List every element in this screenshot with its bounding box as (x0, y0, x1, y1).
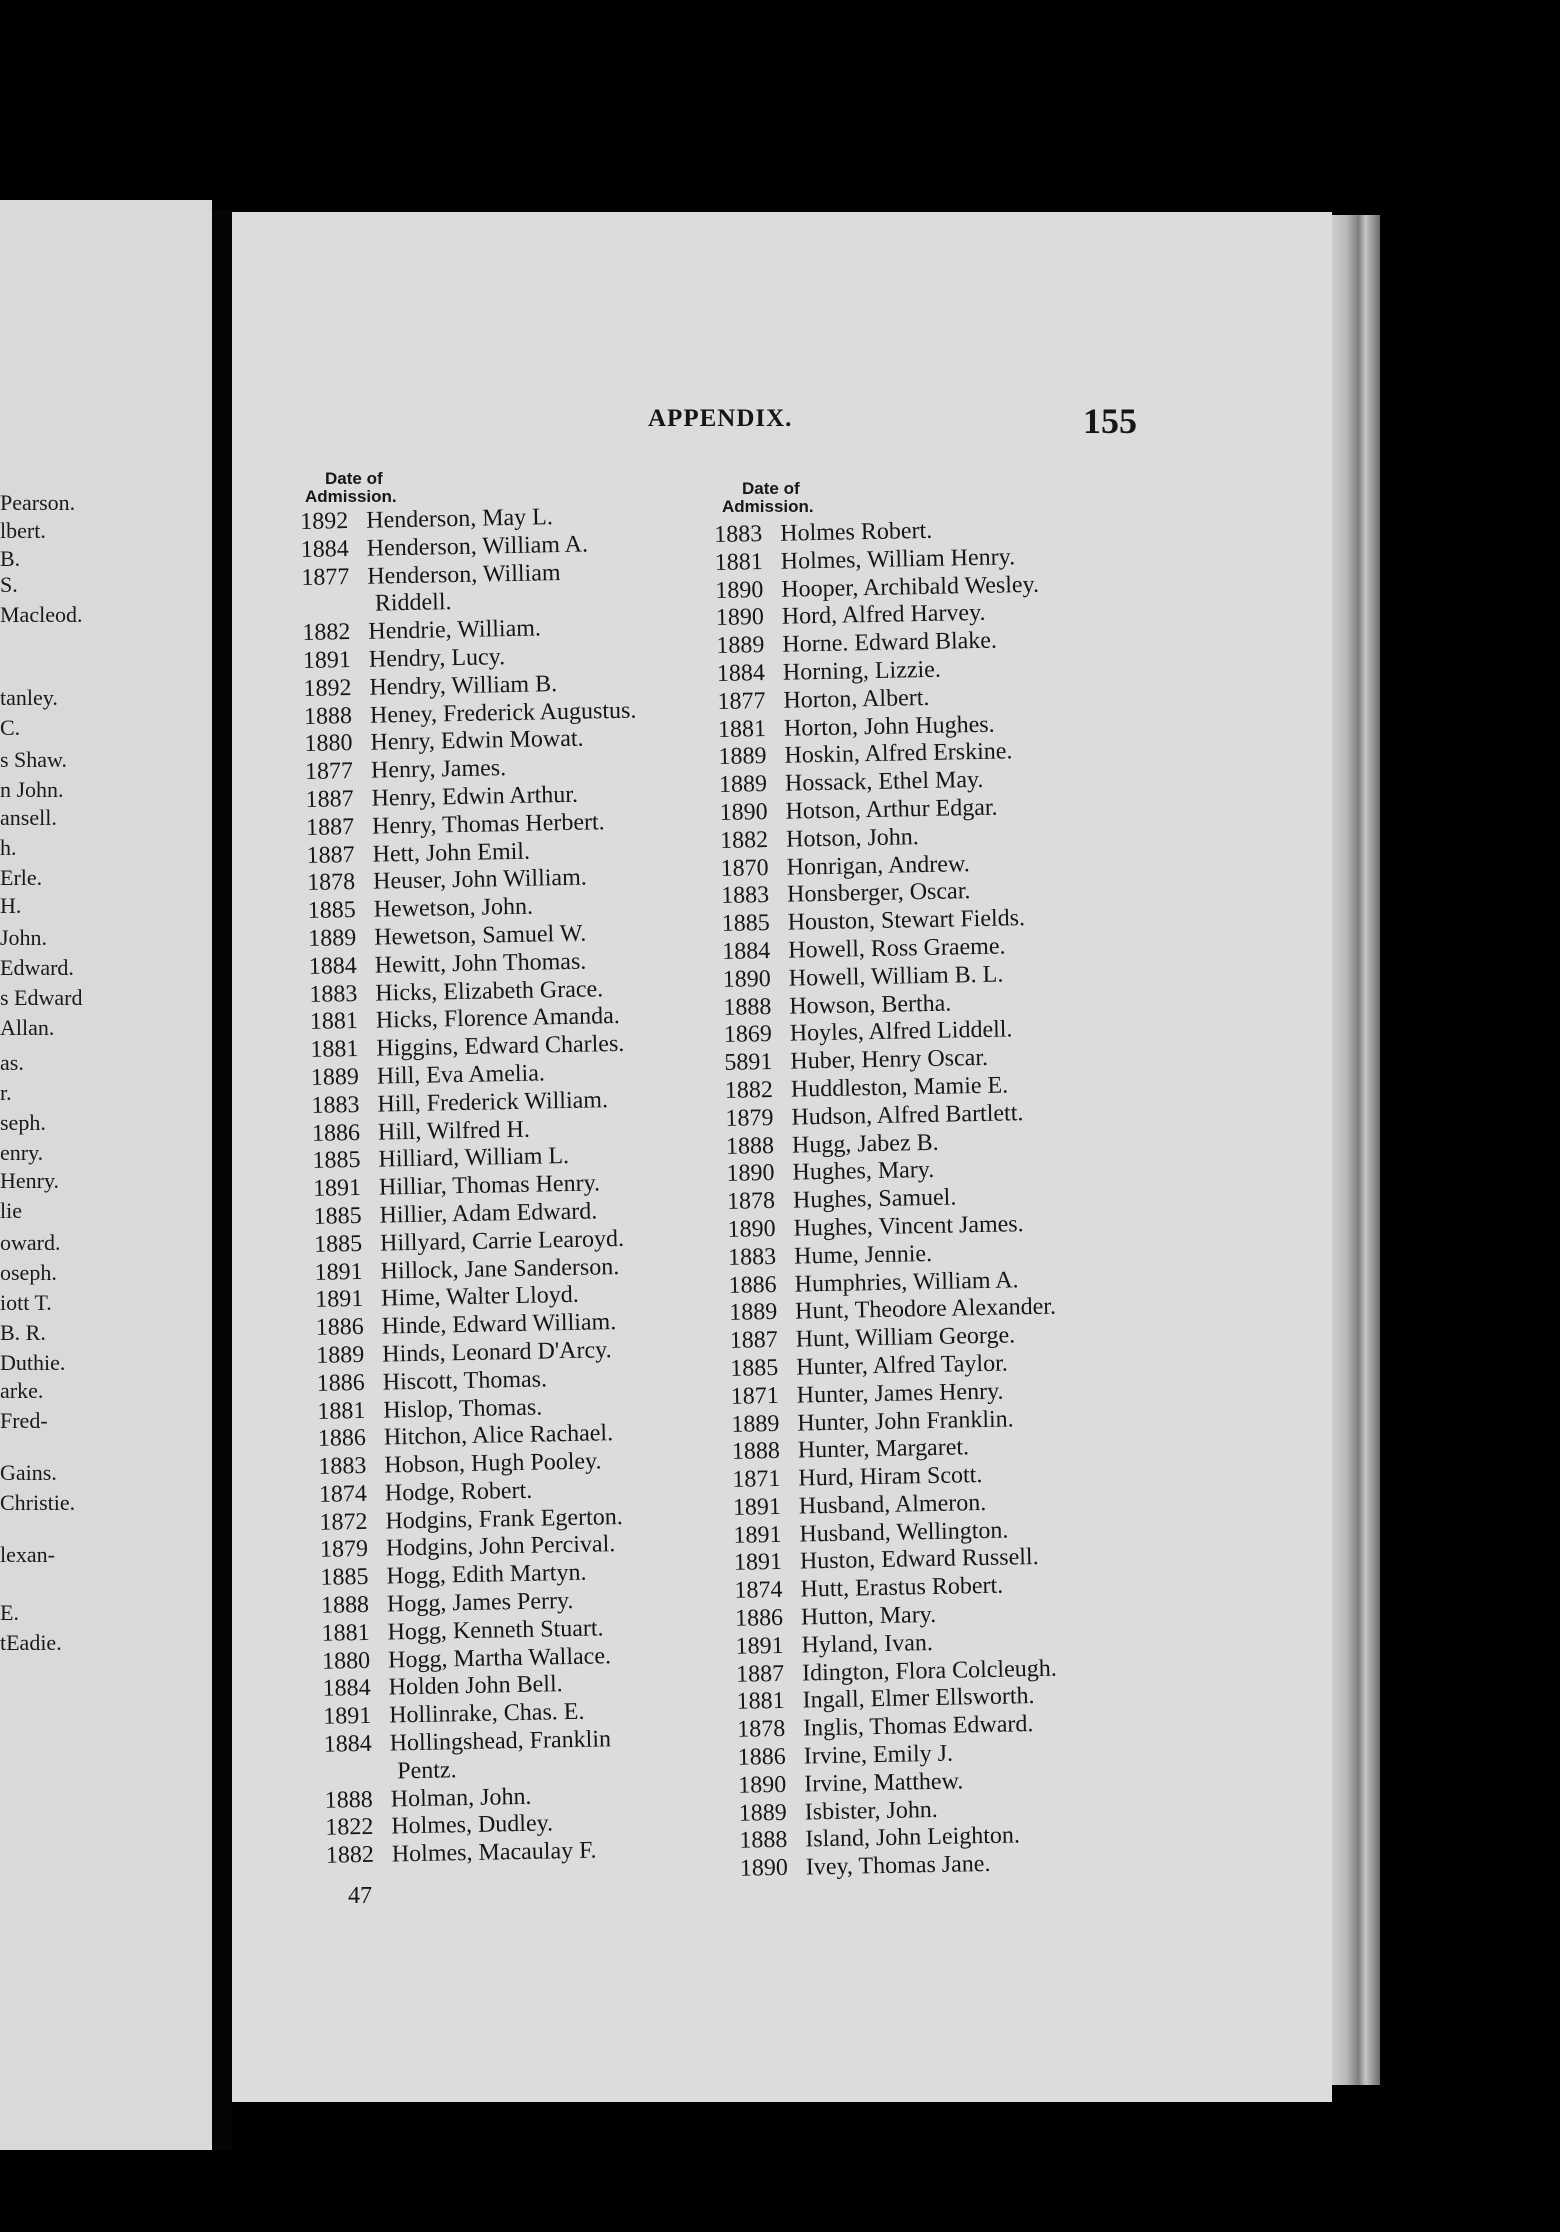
admission-year: 1884 (323, 1730, 372, 1758)
admission-year: 1878 (726, 1188, 776, 1215)
member-name: Huston, Edward Russell. (799, 1544, 1039, 1576)
admission-year: 1877 (301, 563, 350, 591)
member-name: Hewetson, John. (373, 893, 534, 923)
admission-year: 1890 (715, 576, 764, 604)
admission-year: 1881 (310, 1036, 359, 1064)
member-name: Houston, Stewart Fields. (787, 905, 1026, 936)
admission-year: 1890 (715, 604, 765, 632)
admission-year: 1881 (736, 1688, 785, 1716)
facing-page-fragment: tanley. (0, 685, 58, 710)
admission-year: 1891 (302, 647, 352, 674)
member-name: Henry, Thomas Herbert. (371, 808, 605, 840)
member-name: Hinds, Leonard D'Arcy. (381, 1337, 612, 1368)
right-column-heading (722, 480, 814, 516)
admission-year: 1889 (718, 771, 768, 799)
member-name: Hutt, Erastus Robert. (800, 1572, 1004, 1603)
admission-year: 1890 (726, 1160, 775, 1188)
heading-line-1: Date of (325, 469, 383, 488)
admission-year: 1890 (739, 1855, 789, 1882)
admission-year: 1877 (304, 758, 354, 786)
member-name: Huddleston, Mamie E. (790, 1072, 1009, 1103)
admission-year: 1891 (314, 1258, 363, 1286)
member-name: Hendrie, William. (368, 615, 542, 645)
admission-year: 1890 (727, 1215, 776, 1243)
facing-page-fragment: s Shaw. (0, 747, 68, 772)
admission-year: 1871 (730, 1382, 780, 1410)
admission-year: 1891 (322, 1703, 372, 1731)
left-column-list (300, 503, 658, 1871)
facing-page-fragment: oseph. (0, 1260, 57, 1285)
admission-year: 1889 (316, 1341, 365, 1369)
member-name: Holman, John. (390, 1783, 532, 1813)
member-name: Hudson, Alfred Bartlett. (791, 1099, 1024, 1131)
member-name: Hotson, John. (785, 823, 920, 853)
member-name: Irvine, Matthew. (804, 1768, 964, 1798)
member-name: Hewetson, Samuel W. (373, 920, 587, 951)
admission-year: 1891 (735, 1632, 784, 1660)
heading-line-2: Admission. (722, 497, 814, 516)
member-name: Hughes, Vincent James. (793, 1211, 1024, 1242)
admission-year: 1891 (732, 1493, 782, 1521)
member-name: Horton, John Hughes. (783, 711, 995, 742)
admission-year: 1887 (735, 1660, 785, 1688)
admission-year: 1884 (300, 535, 350, 563)
admission-year: 1881 (309, 1008, 359, 1036)
admission-year: 1885 (312, 1147, 361, 1175)
member-name: Hime, Walter Lloyd. (380, 1282, 579, 1312)
admission-year: 1885 (313, 1230, 363, 1258)
member-name: Hill, Eva Amelia. (376, 1060, 546, 1090)
admission-year: 1882 (302, 619, 351, 647)
admission-year: 1879 (319, 1536, 369, 1564)
admission-year: 1891 (733, 1549, 783, 1577)
admission-year: 1885 (721, 910, 770, 938)
member-name: Holmes, William Henry. (780, 544, 1016, 575)
facing-page-fragment: lbert. (0, 518, 46, 543)
admission-year: 1886 (317, 1425, 367, 1453)
admission-year: 1887 (729, 1327, 778, 1354)
member-name: Hillyard, Carrie Learoyd. (379, 1225, 625, 1257)
member-name: Hitchon, Alice Rachael. (383, 1420, 614, 1451)
admission-year: 1883 (727, 1243, 777, 1271)
admission-year: 1880 (321, 1647, 371, 1675)
admission-year: 1869 (723, 1021, 773, 1049)
admission-year: 1879 (725, 1104, 774, 1132)
admission-year: 1883 (714, 521, 763, 548)
member-name: Hiscott, Thomas. (382, 1366, 548, 1396)
facing-page-fragment: Edward. (0, 955, 74, 980)
member-name: Hughes, Mary. (792, 1157, 935, 1186)
admission-year: 1885 (320, 1564, 369, 1592)
admission-year: 1887 (306, 841, 355, 869)
admission-year: 1884 (322, 1675, 371, 1703)
right-column-list (714, 516, 1067, 1884)
admission-year: 1878 (306, 869, 356, 897)
member-name: Heuser, John William. (372, 864, 587, 896)
running-head: APPENDIX. (648, 405, 793, 432)
member-name: Hollinrake, Chas. E. (388, 1699, 585, 1729)
page-edges (1332, 215, 1380, 2085)
signature-mark: 47 (348, 1883, 372, 1909)
facing-page-fragment: s Edward (0, 985, 83, 1010)
member-name: Humphries, William A. (794, 1266, 1019, 1298)
member-name: Hume, Jennie. (793, 1240, 933, 1270)
member-name: Henry, Edwin Mowat. (370, 725, 584, 757)
admission-year: 1891 (314, 1286, 364, 1314)
facing-page-fragment: iott T. (0, 1290, 52, 1315)
member-name: Hewitt, John Thomas. (374, 948, 587, 979)
admission-year: 1885 (307, 897, 356, 925)
facing-page-fragment: B. R. (0, 1320, 46, 1345)
facing-page-fragment: seph. (0, 1110, 46, 1135)
admission-year: 1884 (308, 952, 358, 980)
member-name: Hodgins, John Percival. (385, 1531, 616, 1563)
member-name: Hill, Wilfred H. (377, 1116, 531, 1146)
facing-page-fragment: oward. (0, 1230, 61, 1255)
facing-page-fragment: Fred- (0, 1408, 48, 1433)
facing-page-fragment: r. (0, 1080, 12, 1105)
admission-year: 1889 (308, 924, 357, 952)
admission-year: 1890 (719, 798, 768, 826)
admission-year: 1881 (714, 548, 764, 576)
admission-year: 1889 (718, 743, 767, 771)
member-name: Honrigan, Andrew. (786, 850, 970, 881)
member-name: Henderson, May L. (365, 504, 554, 534)
admission-year: 1822 (325, 1814, 374, 1842)
member-name: Holmes Robert. (779, 517, 933, 547)
member-name: Hossack, Ethel May. (784, 767, 984, 797)
facing-page-fragment: as. (0, 1050, 24, 1075)
heading-line-2: Admission. (305, 487, 397, 506)
member-name: Hoskin, Alfred Erskine. (784, 738, 1013, 770)
member-name: Heney, Frederick Augustus. (369, 697, 637, 729)
member-name: Hutton, Mary. (800, 1602, 937, 1631)
member-name: Hyland, Ivan. (801, 1629, 934, 1659)
member-name: Husband, Almeron. (798, 1489, 987, 1520)
admission-year: 1886 (316, 1369, 366, 1397)
admission-year: 1889 (310, 1063, 360, 1091)
facing-page-fragment: h. (0, 835, 17, 860)
member-name: Ivey, Thomas Jane. (805, 1851, 991, 1881)
admission-year: 1889 (716, 632, 765, 660)
admission-year: 1883 (318, 1452, 367, 1480)
member-name: Hogg, Martha Wallace. (387, 1642, 612, 1674)
admission-year: 1885 (313, 1202, 362, 1230)
facing-page-fragment: C. (0, 715, 21, 740)
member-name: Horning, Lizzie. (782, 656, 942, 686)
admission-year: 1888 (723, 993, 772, 1021)
admission-year: 1890 (738, 1771, 787, 1799)
member-name: Hett, John Emil. (372, 838, 531, 868)
facing-page-fragment: B. (0, 546, 21, 571)
member-name: Hunter, James Henry. (796, 1378, 1004, 1409)
member-name: Hugg, Jabez B. (791, 1129, 939, 1159)
admission-year: 1890 (722, 965, 772, 993)
admission-year: 1887 (305, 813, 355, 841)
member-name: Hotson, Arthur Edgar. (785, 794, 998, 825)
member-name: Hord, Alfred Harvey. (781, 600, 986, 631)
facing-page-fragment: Henry. (0, 1168, 60, 1193)
facing-page-fragment: Christie. (0, 1490, 76, 1515)
facing-page-fragment: H. (0, 893, 22, 918)
member-name: Hinde, Edward William. (381, 1309, 617, 1340)
facing-page-fragment: Allan. (0, 1015, 55, 1040)
admission-year: 1886 (311, 1119, 361, 1147)
member-name: Huber, Henry Oscar. (790, 1044, 989, 1075)
member-name: Hillock, Jane Sanderson. (380, 1253, 620, 1285)
member-name: Howson, Bertha. (789, 990, 952, 1020)
facing-page-fragment: lie (0, 1198, 22, 1223)
member-name: Pentz. (396, 1757, 457, 1785)
member-name: Hunt, Theodore Alexander. (794, 1293, 1057, 1325)
member-name: Hodge, Robert. (384, 1477, 533, 1507)
admission-year: 1881 (317, 1397, 366, 1425)
admission-year: 1888 (324, 1786, 374, 1814)
member-name: Holmes, Macaulay F. (391, 1837, 597, 1868)
page-number: 155 (1083, 401, 1137, 441)
admission-year: 1889 (728, 1299, 778, 1327)
member-name: Ingall, Elmer Ellsworth. (802, 1683, 1035, 1714)
facing-page-fragment: n John. (0, 777, 64, 802)
member-name: Inglis, Thomas Edward. (802, 1711, 1034, 1742)
admission-year: 1883 (309, 980, 358, 1008)
admission-year: 1886 (315, 1314, 364, 1341)
left-column-heading (305, 470, 397, 506)
member-name: Hicks, Elizabeth Grace. (375, 975, 604, 1007)
member-name: Hilliard, William L. (378, 1143, 570, 1173)
admission-year: 1884 (716, 660, 766, 687)
member-name: Hodgins, Frank Egerton. (385, 1503, 623, 1535)
member-name: Hooper, Archibald Wesley. (781, 571, 1040, 603)
admission-year: 1887 (305, 785, 354, 813)
admission-year: 1888 (303, 702, 353, 730)
member-name: Hicks, Florence Amanda. (375, 1003, 620, 1034)
admission-year: 1886 (737, 1743, 786, 1771)
admission-year: 1891 (733, 1521, 782, 1549)
member-name: Hogg, James Perry. (386, 1588, 574, 1618)
member-name: Hollingshead, Franklin (389, 1726, 612, 1757)
member-name: Hendry, Lucy. (368, 644, 506, 673)
member-name: Horton, Albert. (783, 684, 930, 714)
member-name: Island, John Leighton. (805, 1822, 1021, 1853)
member-name: Howell, William B. L. (788, 961, 1004, 992)
admission-year: 1885 (730, 1354, 779, 1382)
admission-year: 1888 (725, 1132, 775, 1160)
member-name: Hillier, Adam Edward. (379, 1198, 598, 1229)
admission-year: 1882 (724, 1076, 774, 1104)
member-name: Isbister, John. (804, 1796, 939, 1826)
heading-line-1: Date of (742, 479, 800, 498)
member-name: Irvine, Emily J. (803, 1740, 954, 1770)
member-name: Hunt, William George. (795, 1322, 1016, 1353)
admission-year: 1891 (312, 1175, 362, 1202)
member-name: Henry, Edwin Arthur. (371, 781, 579, 812)
admission-year: 1886 (734, 1604, 784, 1632)
facing-page-fragment: Pearson. (0, 490, 76, 515)
admission-year: 1881 (717, 715, 767, 743)
member-name: Hughes, Samuel. (792, 1184, 957, 1214)
admission-year: 1870 (720, 854, 769, 882)
member-name: Hislop, Thomas. (383, 1394, 543, 1424)
admission-year: 1889 (738, 1799, 788, 1827)
admission-year: 1888 (739, 1827, 788, 1855)
facing-page-fragment: arke. (0, 1378, 44, 1403)
admission-year: 1877 (717, 687, 766, 715)
member-name: Hunter, Margaret. (797, 1434, 970, 1464)
admission-year: 1892 (303, 674, 352, 702)
admission-year: 1886 (728, 1271, 777, 1299)
facing-page-fragment: Macleod. (0, 602, 83, 627)
facing-page-fragment: John. (0, 925, 48, 950)
admission-year: 1889 (731, 1410, 780, 1438)
facing-page-fragment: enry. (0, 1140, 44, 1165)
member-name: Hill, Frederick William. (377, 1086, 609, 1118)
member-name: Henderson, William (367, 559, 561, 590)
admission-year: 1892 (300, 508, 349, 535)
admission-year: 1888 (731, 1438, 781, 1466)
member-name: Hendry, William B. (369, 670, 558, 701)
admission-year: 1874 (318, 1480, 368, 1508)
admission-year: 5891 (724, 1049, 773, 1077)
member-name: Husband, Wellington. (799, 1517, 1009, 1548)
facing-page-fragment: E. (0, 1600, 19, 1625)
facing-page-fragment: S. (0, 572, 18, 597)
facing-page-fragment: Erle. (0, 865, 43, 890)
facing-page-fragment: ansell. (0, 805, 57, 830)
member-name: Hogg, Kenneth Stuart. (387, 1615, 604, 1646)
facing-page-fragment: lexan- (0, 1542, 55, 1567)
facing-page-left (0, 200, 212, 2150)
member-name: Idington, Flora Colcleugh. (801, 1655, 1057, 1687)
admission-year: 1883 (311, 1091, 360, 1119)
member-name: Hurd, Hiram Scott. (798, 1462, 983, 1492)
facing-page-fragment: Duthie. (0, 1350, 66, 1375)
admission-year: 1878 (736, 1716, 786, 1744)
admission-year: 1888 (320, 1591, 370, 1619)
member-name: Hobson, Hugh Pooley. (384, 1448, 602, 1479)
member-name: Holden John Bell. (388, 1671, 563, 1701)
member-name: Higgins, Edward Charles. (376, 1031, 625, 1062)
admission-year: 1884 (722, 937, 771, 965)
admission-year: 1881 (321, 1619, 370, 1647)
member-name: Hilliar, Thomas Henry. (378, 1170, 601, 1201)
member-name: Honsberger, Oscar. (786, 878, 971, 909)
member-name: Riddell. (374, 589, 452, 617)
book-gutter (212, 210, 232, 2150)
facing-page-fragment: Gains. (0, 1460, 57, 1485)
facing-page-fragment: tEadie. (0, 1630, 62, 1655)
member-name: Hogg, Edith Martyn. (386, 1559, 587, 1590)
member-name: Henry, James. (370, 755, 507, 784)
member-name: Howell, Ross Graeme. (787, 933, 1006, 964)
admission-year: 1874 (734, 1577, 783, 1605)
member-name: Horne. Edward Blake. (782, 627, 998, 658)
member-name: Hunter, Alfred Taylor. (795, 1350, 1009, 1381)
admission-year: 1882 (325, 1842, 375, 1869)
admission-year: 1883 (720, 882, 770, 910)
member-name: Hoyles, Alfred Liddell. (789, 1016, 1013, 1047)
admission-year: 1882 (719, 826, 769, 854)
member-name: Holmes, Dudley. (391, 1810, 554, 1840)
member-name: Henderson, William A. (366, 531, 589, 562)
admission-year: 1872 (319, 1508, 368, 1536)
admission-year: 1871 (732, 1465, 781, 1493)
admission-year: 1880 (304, 730, 353, 758)
member-name: Hunter, John Franklin. (797, 1405, 1014, 1437)
